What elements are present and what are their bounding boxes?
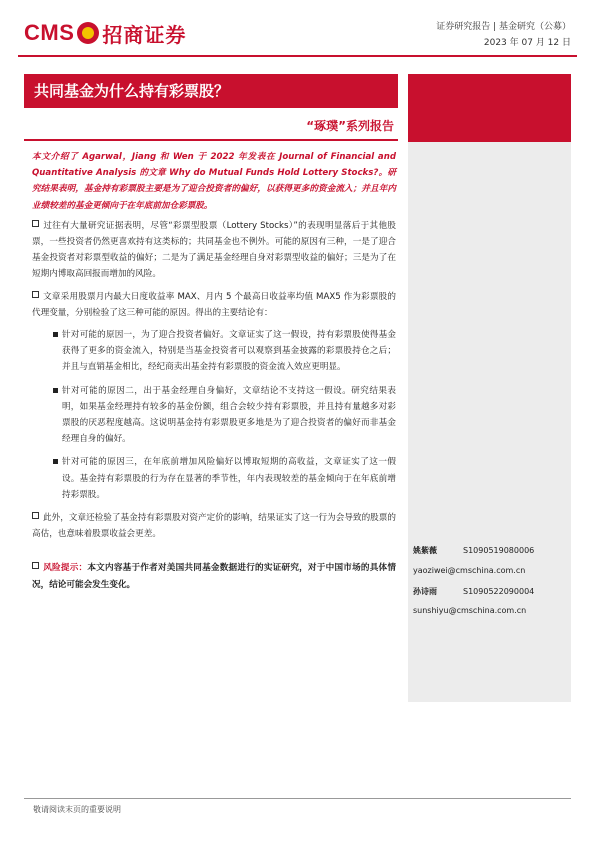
filled-square-icon xyxy=(53,388,58,393)
analyst-name-row xyxy=(413,545,534,556)
bullet-text: 文章采用股票月内最大日度收益率 MAX、月内 5 个最高日收益率均值 MAX5 作为彩票股的代理变量，分别检验了这三种可能的原因。得出的主要结论有： xyxy=(32,291,396,318)
risk-label: 风险提示： xyxy=(43,563,88,574)
report-category: 证券研究报告 | 基金研究（公募） xyxy=(436,22,571,32)
analyst-email[interactable]: sunshiyu@cmschina.com.cn xyxy=(413,606,527,615)
analyst-cert: S1090522090004 xyxy=(463,587,535,596)
square-bullet-icon xyxy=(32,562,39,569)
risk-text: 本文内容基于作者对美国共同基金数据进行的实证研究，对于中国市场的具体情况，结论可能会发生变化。 xyxy=(32,563,396,590)
footer-disclaimer: 敬请阅读末页的重要说明 xyxy=(33,805,121,814)
risk-warning xyxy=(32,560,396,592)
sub-bullet xyxy=(32,383,396,448)
square-bullet-icon xyxy=(32,512,39,519)
sidebar-header-block xyxy=(408,74,571,142)
report-title: 共同基金为什么持有彩票股？ xyxy=(24,74,398,108)
analyst-cert: S1090519080006 xyxy=(463,546,535,555)
sub-bullet-text: 针对可能的原因一，为了迎合投资者偏好。文章证实了这一假设，持有彩票股使得基金获得了更多的资金流入，特别是当基金投资者可以观察到基金披露的彩票股持仓之后；并且与直销基金相比，经纪商卖出基金持有彩票股的资金流入效应更明显。 xyxy=(62,330,396,373)
analyst-name-row xyxy=(413,586,534,597)
report-meta xyxy=(436,19,571,51)
filled-square-icon xyxy=(53,459,58,464)
analyst-name: 姚紫薇 xyxy=(413,546,437,555)
analyst-email[interactable]: yaoziwei@cmschina.com.cn xyxy=(413,566,526,575)
sub-bullet-text: 针对可能的原因二，出于基金经理自身偏好，文章结论不支持这一假设。研究结果表明，如果基金经理持有较多的基金份额，组合会较少持有彩票股，并且持有量越多对彩票股的厌恶程度越高。这说明基金持有彩票股更多地是为了迎合投资者的偏好而非基金经理自身的偏好。 xyxy=(62,385,396,445)
sidebar-panel xyxy=(408,142,571,702)
header-divider xyxy=(18,55,577,57)
brand-logo-cn: 招商证券 xyxy=(102,22,187,47)
square-bullet-icon xyxy=(32,220,39,227)
sub-bullet xyxy=(32,327,396,376)
bullet-text: 此外，文章还检验了基金持有彩票股对资产定价的影响，结果证实了这一行为会导致的股票的高估，也意味着股票收益会更差。 xyxy=(32,513,396,540)
brand-logo xyxy=(24,17,186,49)
bullet-point xyxy=(32,218,396,283)
bullet-point xyxy=(32,510,396,542)
filled-square-icon xyxy=(53,332,58,337)
bullet-text: 过往有大量研究证据表明，尽管“彩票型股票（Lottery Stocks）”的表现明显落后于其他股票，一些投资者仍然更喜欢持有这类标的；共同基金也不例外。可能的原因有三种，一是了迎合基金投资者对彩票型收益的偏好；二是为了满足基金经理自身对彩票型收益的偏好；三是为了在短期内博取高回报而增加的风险。 xyxy=(32,220,396,280)
sub-bullet-text: 针对可能的原因三，在年底前增加风险偏好以博取短期的高收益，文章证实了这一假设。基金持有彩票股的行为存在显著的季节性，年内表现较差的基金倾向于在年底前增持彩票股。 xyxy=(62,457,396,500)
sub-bullet xyxy=(32,454,396,503)
report-body xyxy=(32,149,396,599)
report-date: 2023 年 07 月 12 日 xyxy=(483,38,571,48)
brand-logo-en: CMS xyxy=(24,20,75,45)
title-divider xyxy=(24,139,398,141)
footer-divider xyxy=(24,798,571,799)
bullet-point xyxy=(32,289,396,321)
analyst-name: 孙诗雨 xyxy=(413,587,437,596)
square-bullet-icon xyxy=(32,291,39,298)
report-summary: 本文介绍了 Agarwal，Jiang 和 Wen 于 2022 年发表在 Journal of Financial and Quantitative Analysis 的文章 Why do Mutual Funds Hold Lottery Stocks?。研究结果表明，基金持有彩票股主要是为了迎合投资者的偏好，以获得更多的资金流入；并且年内业绩较差的基金更倾向于在年底前加仓彩票股。 xyxy=(32,152,396,211)
report-series: “琢璞”系列报告 xyxy=(306,119,394,133)
brand-emblem-icon xyxy=(77,22,99,44)
